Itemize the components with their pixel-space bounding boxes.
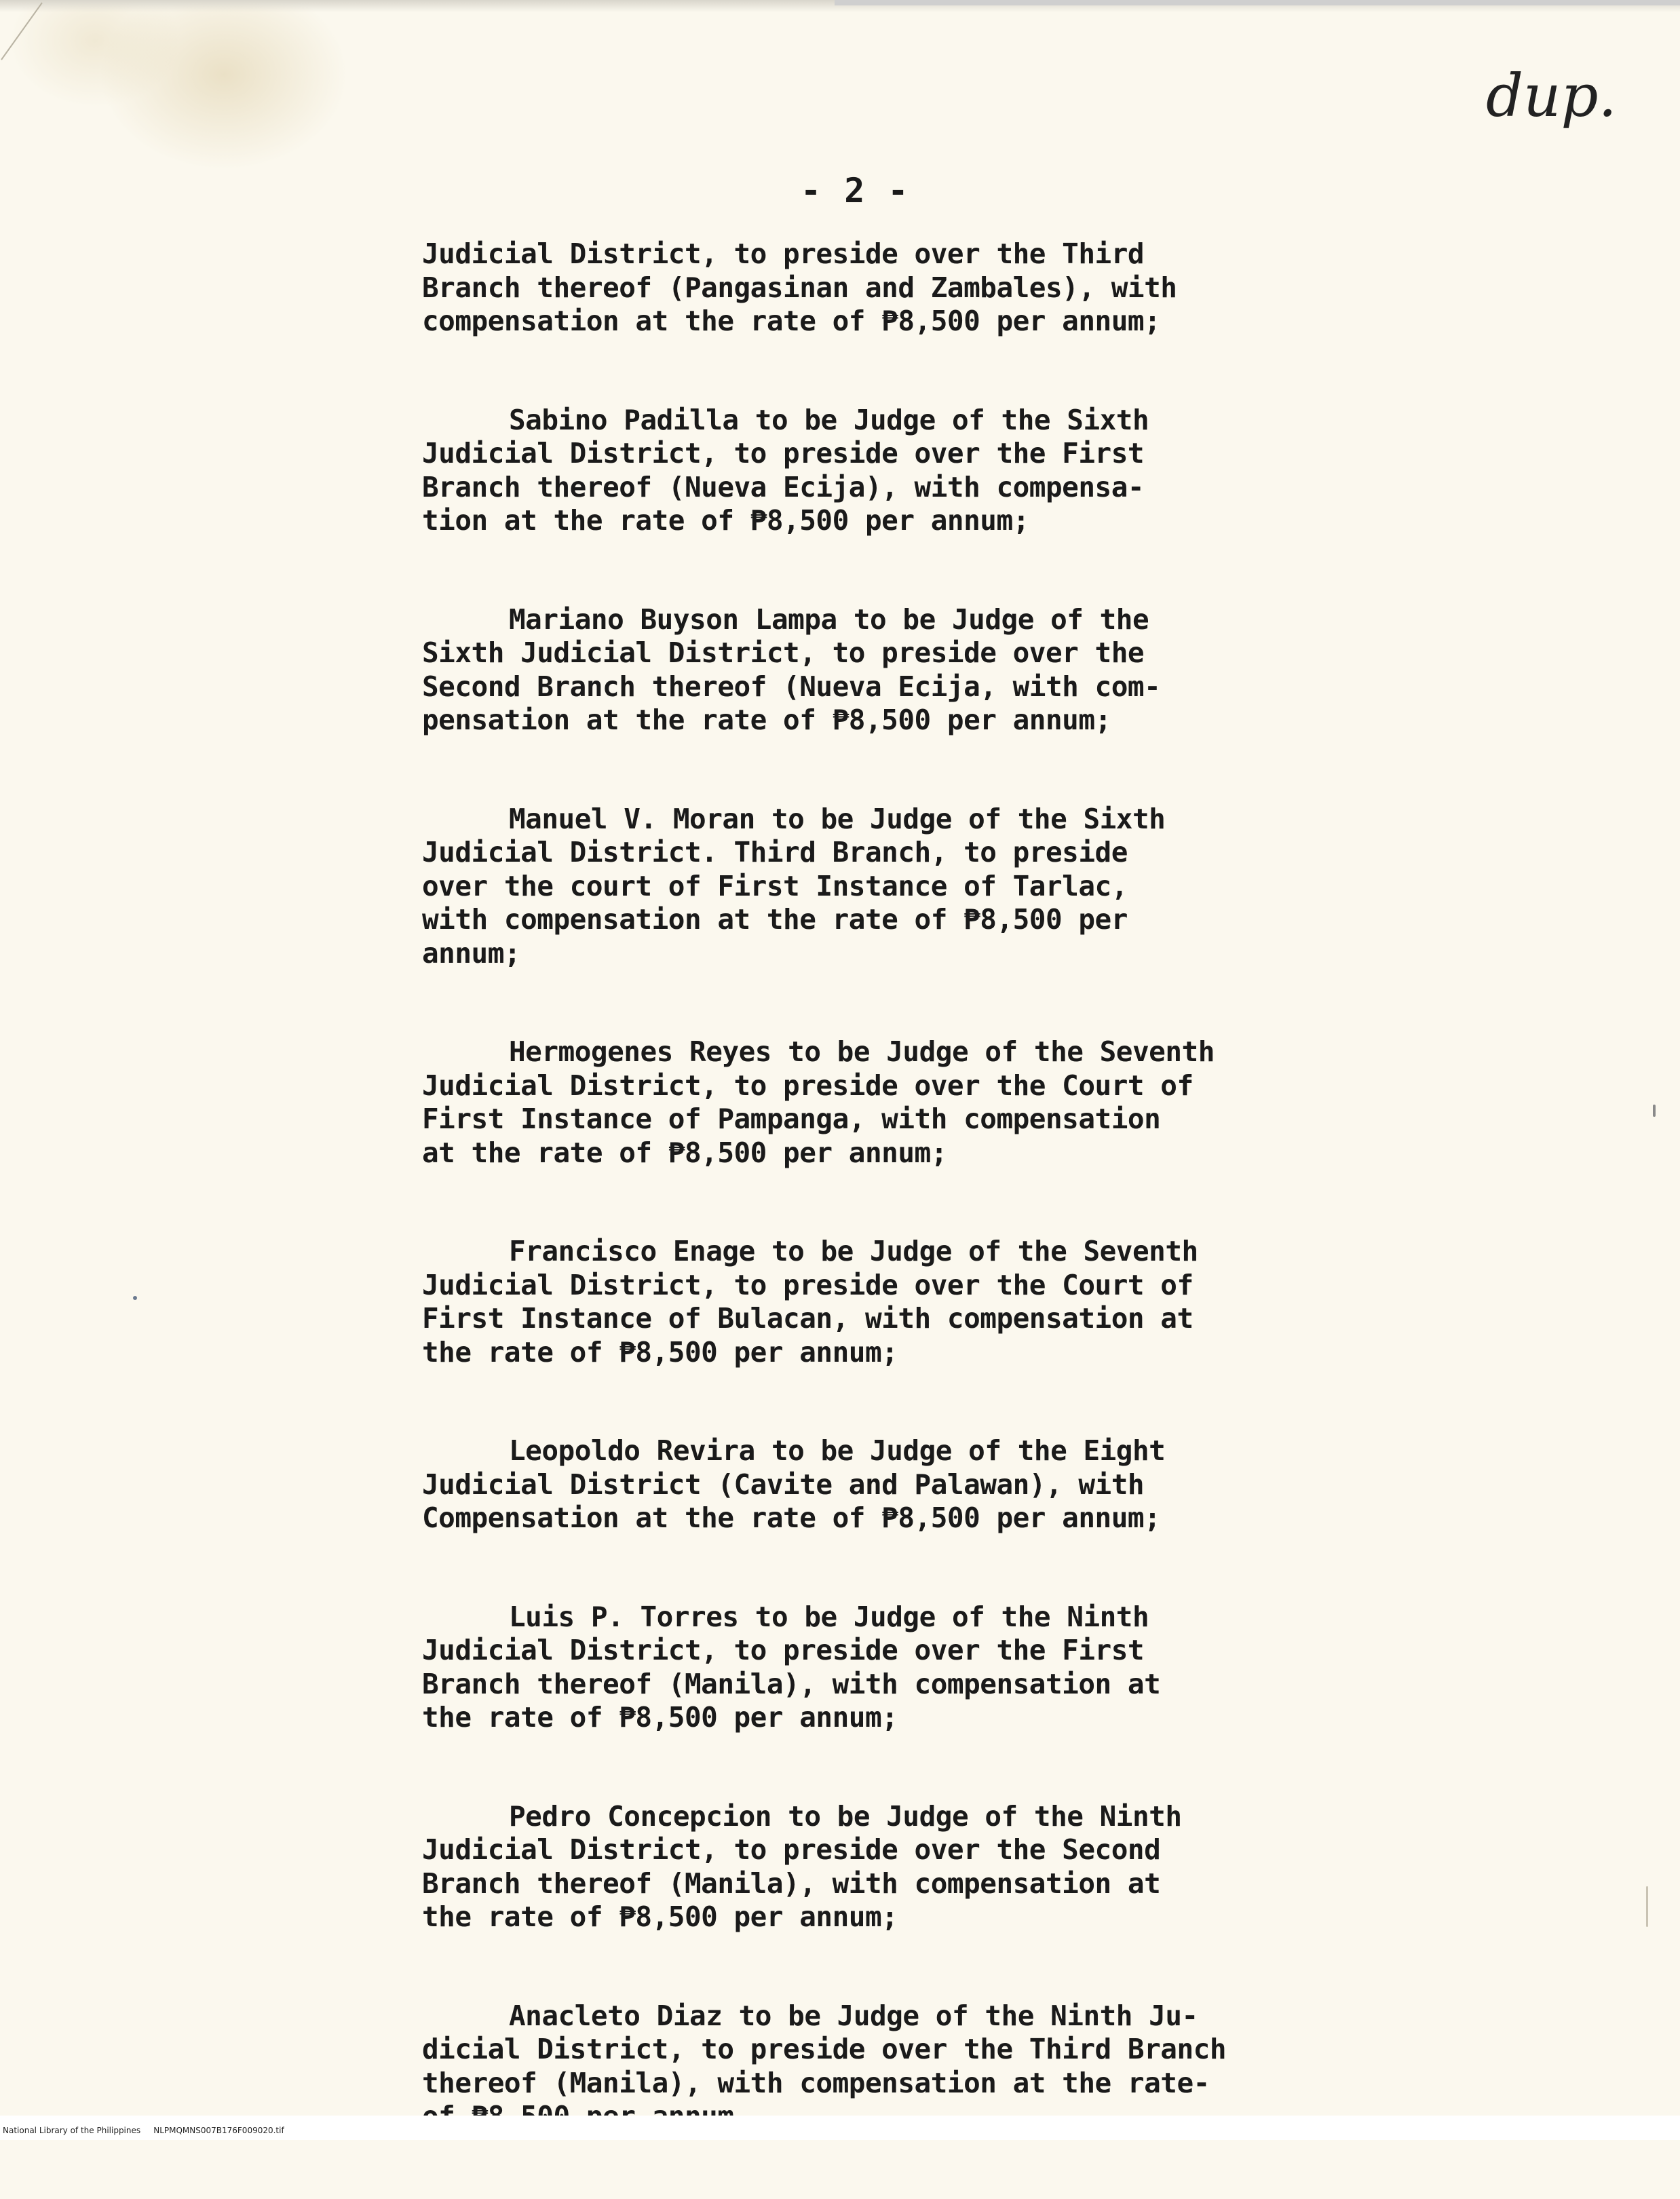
page-number: - 2 -	[801, 171, 910, 210]
text-line: Branch thereof (Manila), with compensation at	[422, 1867, 1161, 1900]
scan-top-edge-shadow	[835, 0, 1680, 5]
text-line: Compensation at the rate of ₱8,500 per annum;	[422, 1502, 1161, 1534]
text-line: Judicial District, to preside over the Second	[422, 1833, 1161, 1866]
text-line: Mariano Buyson Lampa to be Judge of the	[509, 603, 1149, 636]
text-line: First Instance of Pampanga, with compensation	[422, 1103, 1161, 1135]
text-line: tion at the rate of ₱8,500 per annum;	[422, 504, 1029, 537]
paragraph-revira	[422, 1434, 1304, 1535]
text-line: with compensation at the rate of ₱8,500 per	[422, 903, 1128, 936]
text-line: Judicial District, to preside over the Third	[422, 237, 1145, 270]
text-line: Judicial District, to preside over the Court of	[422, 1069, 1194, 1102]
text-line: First Instance of Bulacan, with compensation at	[422, 1302, 1194, 1335]
text-line: pensation at the rate of ₱8,500 per annum;	[422, 704, 1111, 736]
paragraph-reyes	[422, 1035, 1304, 1170]
text-line: the rate of ₱8,500 per annum;	[422, 1701, 898, 1734]
text-line: Anacleto Diaz to be Judge of the Ninth Ju-	[509, 1999, 1198, 2032]
text-line: Pedro Concepcion to be Judge of the Ninth	[509, 1799, 1182, 1833]
paragraph-continuation	[422, 237, 1304, 339]
handwritten-annotation: dup.	[1486, 62, 1617, 130]
footer-library: National Library of the Philippines	[3, 2126, 141, 2135]
paper-speck	[1646, 1886, 1648, 1927]
text-line: Judicial District. Third Branch, to preside	[422, 836, 1128, 868]
paper-speck	[1653, 1105, 1656, 1117]
text-line: Branch thereof (Nueva Ecija), with compensa-	[422, 470, 1145, 503]
text-line: Branch thereof (Pangasinan and Zambales), with	[422, 271, 1177, 304]
text-line: Leopoldo Revira to be Judge of the Eight	[509, 1434, 1166, 1467]
text-line: dicial District, to preside over the Third Branch	[422, 2033, 1227, 2065]
text-line: thereof (Manila), with compensation at the rate-	[422, 2066, 1210, 2099]
text-line: annum;	[422, 936, 521, 970]
text-line: Luis P. Torres to be Judge of the Ninth	[509, 1600, 1149, 1633]
text-line: Sabino Padilla to be Judge of the Sixth	[509, 403, 1149, 436]
text-line: the rate of ₱8,500 per annum;	[422, 1900, 898, 1933]
footer-file-id: NLPMQMNS007B176F009020.tif	[153, 2126, 284, 2135]
folded-corner-mark	[0, 0, 54, 61]
text-line: at the rate of ₱8,500 per annum;	[422, 1136, 947, 1169]
text-line: Francisco Enage to be Judge of the Seventh	[509, 1235, 1198, 1267]
text-line: Manuel V. Moran to be Judge of the Sixth	[509, 802, 1166, 835]
text-line: over the court of First Instance of Tarlac,	[422, 869, 1128, 902]
paragraph-diaz	[422, 2000, 1304, 2134]
document-body	[422, 237, 1304, 2199]
text-line: Branch thereof (Manila), with compensation at	[422, 1667, 1161, 1700]
scan-footer-text	[3, 2126, 284, 2135]
paragraph-concepcion	[422, 1800, 1304, 1934]
paragraph-torres	[422, 1601, 1304, 1735]
paragraph-lampa	[422, 603, 1304, 738]
text-line: Second Branch thereof (Nueva Ecija, with com-	[422, 670, 1161, 703]
text-line: Judicial District, to preside over the First	[422, 1634, 1145, 1666]
text-line: Judicial District, to preside over the First	[422, 437, 1145, 470]
paragraph-moran	[422, 803, 1304, 971]
text-line: Judicial District, to preside over the Court of	[422, 1268, 1194, 1301]
text-line: the rate of ₱8,500 per annum;	[422, 1335, 898, 1369]
text-line: Hermogenes Reyes to be Judge of the Seventh	[509, 1035, 1215, 1068]
paragraph-padilla	[422, 404, 1304, 538]
text-line: compensation at the rate of ₱8,500 per annum;	[422, 305, 1161, 337]
text-line: Sixth Judicial District, to preside over the	[422, 636, 1145, 669]
paragraph-enage	[422, 1235, 1304, 1369]
paper-speck	[133, 1296, 137, 1300]
text-line: Judicial District (Cavite and Palawan), with	[422, 1468, 1145, 1501]
